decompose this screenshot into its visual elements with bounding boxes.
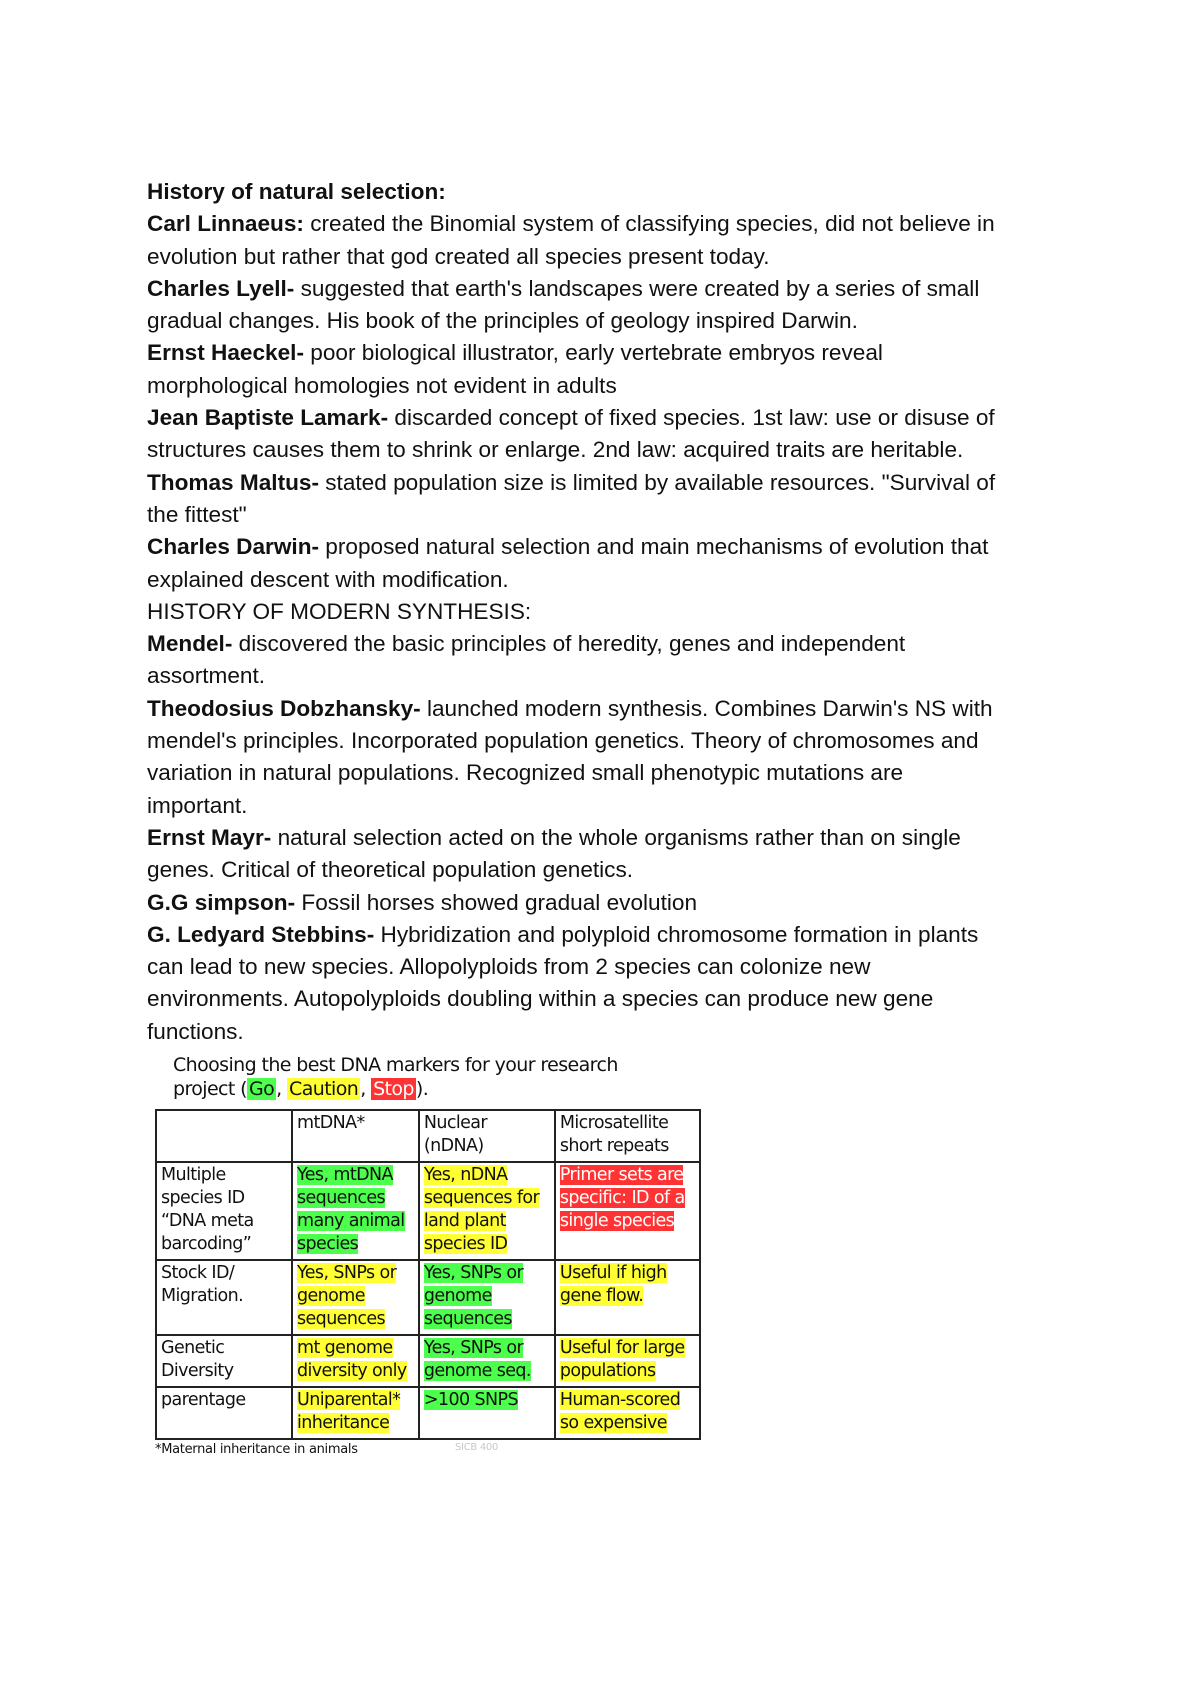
column-header: Microsatellite short repeats — [555, 1110, 700, 1162]
note-line — [147, 531, 1087, 563]
note-line — [147, 822, 1087, 854]
note-line — [147, 241, 1087, 273]
note-line — [147, 402, 1087, 434]
note-line — [147, 757, 1087, 789]
note-term: G.G simpson- — [147, 889, 296, 915]
note-line — [147, 208, 1087, 240]
note-line — [147, 693, 1087, 725]
legend-separator: , — [276, 1078, 288, 1100]
title-prefix: project ( — [173, 1078, 247, 1100]
note-line — [147, 337, 1087, 369]
note-text: functions. — [147, 1018, 244, 1044]
note-text: discarded concept of fixed species. 1st law: use or disuse of — [388, 405, 995, 431]
footnote-text: *Maternal inheritance in animals — [155, 1442, 358, 1457]
table-cell — [419, 1162, 555, 1260]
note-term: G. Ledyard Stebbins- — [147, 921, 375, 947]
note-text: proposed natural selection and main mechanisms of evolution that — [319, 534, 989, 560]
cell-value-caution: mt genome diversity only — [297, 1338, 407, 1381]
note-line — [147, 628, 1087, 660]
dna-markers-table — [155, 1109, 701, 1440]
note-text: genes. Critical of theoretical population genetics. — [147, 857, 634, 883]
table-cell — [555, 1335, 700, 1387]
table-header-row — [156, 1110, 700, 1162]
note-line — [147, 596, 1087, 628]
table-cell — [292, 1260, 419, 1335]
table-cell — [419, 1260, 555, 1335]
note-line — [147, 467, 1087, 499]
note-line — [147, 951, 1087, 983]
note-line — [147, 564, 1087, 596]
cell-value-caution: Yes, SNPs or genome sequences — [297, 1263, 397, 1329]
note-line — [147, 434, 1087, 466]
note-line — [147, 305, 1087, 337]
note-term: Mendel- — [147, 631, 233, 657]
note-term: Theodosius Dobzhansky- — [147, 695, 421, 721]
table-cell — [419, 1335, 555, 1387]
note-term: Thomas Maltus- — [147, 469, 319, 495]
legend-separator: , — [360, 1078, 372, 1100]
table-row — [156, 1260, 700, 1335]
note-line — [147, 725, 1087, 757]
note-text: important. — [147, 792, 248, 818]
note-text: natural selection acted on the whole organisms rather than on single — [271, 824, 961, 850]
notes-body — [147, 176, 1087, 1048]
note-term: Jean Baptiste Lamark- — [147, 405, 389, 431]
table-cell — [555, 1162, 700, 1260]
faint-mark: SICB 400 — [455, 1442, 499, 1453]
note-line — [147, 1016, 1087, 1048]
table-row — [156, 1162, 700, 1260]
note-line — [147, 887, 1087, 919]
table-cell — [292, 1387, 419, 1439]
note-text: structures causes them to shrink or enlarge. 2nd law: acquired traits are heritable. — [147, 437, 964, 463]
cell-value-go: Yes, mtDNA sequences many animal species — [297, 1165, 405, 1254]
note-line — [147, 499, 1087, 531]
table-row — [156, 1387, 700, 1439]
note-text: environments. Autopolyploids doubling within a species can produce new gene — [147, 986, 934, 1012]
note-text: gradual changes. His book of the principles of geology inspired Darwin. — [147, 308, 858, 334]
note-term: Carl Linnaeus: — [147, 211, 304, 237]
note-term: Ernst Haeckel- — [147, 340, 304, 366]
row-label: Genetic Diversity — [156, 1335, 292, 1387]
table-cell — [292, 1162, 419, 1260]
row-label: Stock ID/ Migration. — [156, 1260, 292, 1335]
note-line — [147, 176, 1087, 208]
note-text: evolution but rather that god created all species present today. — [147, 243, 770, 269]
table-cell — [555, 1387, 700, 1439]
note-term: Charles Darwin- — [147, 534, 320, 560]
note-text: can lead to new species. Allopolyploids from 2 species can colonize new — [147, 954, 871, 980]
cell-value-caution: Human-scored so expensive — [559, 1390, 681, 1433]
note-text: poor biological illustrator, early vertebrate embryos reveal — [303, 340, 883, 366]
table-cell — [419, 1387, 555, 1439]
note-text: explained descent with modification. — [147, 566, 509, 592]
note-text: Hybridization and polyploid chromosome formation in plants — [374, 921, 979, 947]
note-term: History of natural selection: — [147, 179, 446, 204]
note-line — [147, 790, 1087, 822]
table-row — [156, 1335, 700, 1387]
row-label: Multiple species ID “DNA meta barcoding” — [156, 1162, 292, 1260]
note-text: the fittest" — [147, 501, 247, 527]
figure-title — [173, 1053, 705, 1101]
note-text: HISTORY OF MODERN SYNTHESIS: — [147, 598, 532, 624]
column-header: mtDNA* — [292, 1110, 419, 1162]
note-text: launched modern synthesis. Combines Darwin's NS with — [420, 695, 993, 721]
note-text: Fossil horses showed gradual evolution — [295, 889, 698, 915]
note-text: discovered the basic principles of heredity, genes and independent — [232, 631, 906, 657]
legend-caution: Caution — [289, 1078, 359, 1100]
cell-value-caution: Uniparental* inheritance — [297, 1390, 401, 1433]
note-text: assortment. — [147, 663, 266, 689]
cell-value-go: Yes, SNPs or genome seq. — [423, 1338, 531, 1381]
legend-stop: Stop — [373, 1078, 414, 1100]
cell-value-caution: Useful if high gene flow. — [559, 1263, 667, 1306]
note-text: created the Binomial system of classifying species, did not believe in — [303, 211, 995, 237]
cell-value-go: Yes, SNPs or genome sequences — [423, 1263, 524, 1329]
note-line — [147, 983, 1087, 1015]
legend-go: Go — [249, 1078, 275, 1100]
table-cell — [292, 1335, 419, 1387]
note-term: Charles Lyell- — [147, 275, 295, 301]
dna-markers-figure — [155, 1053, 705, 1457]
table-cell — [555, 1260, 700, 1335]
note-line — [147, 273, 1087, 305]
note-line — [147, 370, 1087, 402]
column-header: Nuclear (nDNA) — [419, 1110, 555, 1162]
row-label: parentage — [156, 1387, 292, 1439]
note-text: mendel's principles. Incorporated population genetics. Theory of chromosomes and — [147, 728, 979, 754]
cell-value-go: >100 SNPS — [423, 1390, 518, 1410]
figure-title-line1: Choosing the best DNA markers for your research — [173, 1054, 618, 1076]
note-text: stated population size is limited by available resources. "Survival of — [318, 469, 996, 495]
cell-value-caution: Useful for large populations — [559, 1338, 685, 1381]
note-text: morphological homologies not evident in adults — [147, 372, 617, 398]
figure-title-line2 — [173, 1077, 705, 1101]
note-line — [147, 660, 1087, 692]
note-text: variation in natural populations. Recognized small phenotypic mutations are — [147, 760, 904, 786]
table-footnote — [155, 1442, 705, 1457]
note-text: suggested that earth's landscapes were created by a series of small — [294, 275, 980, 301]
note-line — [147, 919, 1087, 951]
column-header — [156, 1110, 292, 1162]
note-term: Ernst Mayr- — [147, 824, 272, 850]
cell-value-caution: Yes, nDNA sequences for land plant species ID — [423, 1165, 540, 1254]
note-line — [147, 854, 1087, 886]
title-suffix: ). — [415, 1078, 429, 1100]
cell-value-stop: Primer sets are specific: ID of a single species — [559, 1165, 685, 1231]
